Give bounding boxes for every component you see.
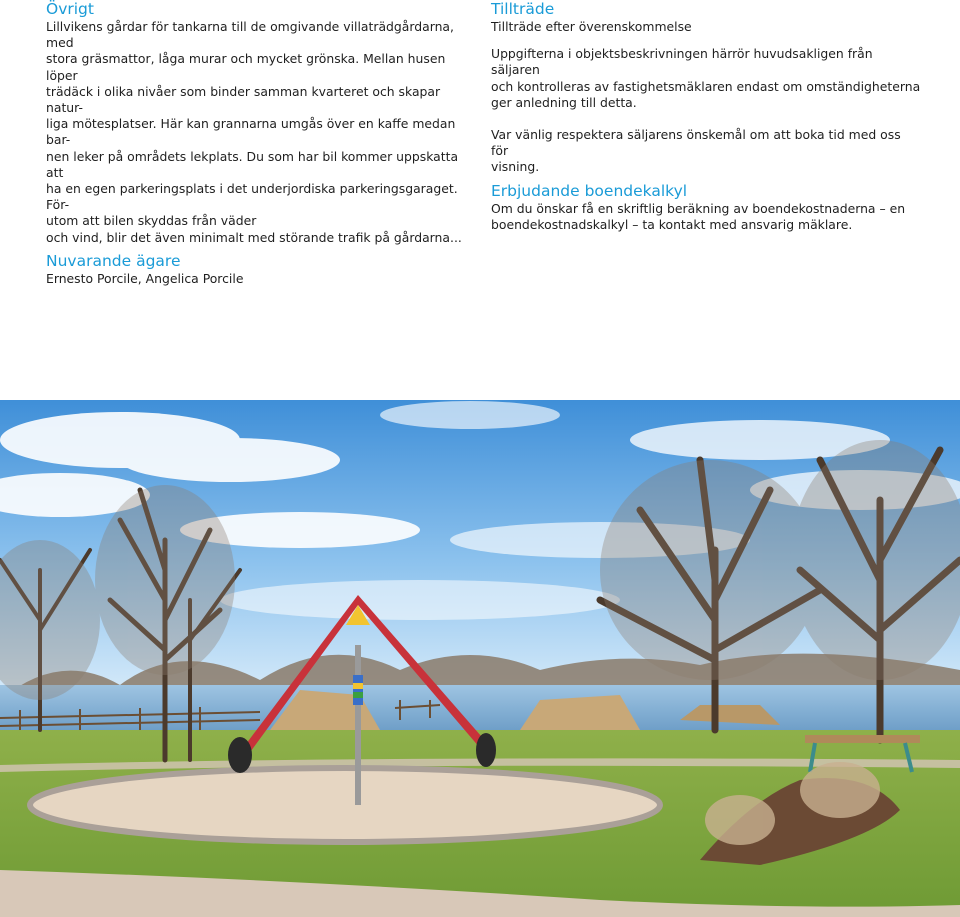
ovrigt-line: och vind, blir det även minimalt med störande trafik på gårdarna... [46,229,462,245]
ovrigt-line: utom att bilen skyddas från väder [46,213,257,229]
tilltrade-line: och kontrolleras av fastighetsmäklaren endast om omständigheterna [491,78,921,94]
tilltrade-line: Uppgifterna i objektsbeskrivningen härrör huvudsakligen från säljaren [491,46,873,78]
ovrigt-line: nen leker på områdets lekplats. Du som har bil kommer uppskatta att [46,148,459,180]
tilltrade-paragraph-2 [491,127,921,176]
ovrigt-line: Lillvikens gårdar för tankarna till de omgivande villaträdgårdarna, med [46,19,454,51]
tilltrade-line: visning. [491,159,540,175]
ovrigt-line: stora gräsmattor, låga murar och mycket grönska. Mellan husen löper [46,51,446,83]
section-heading-ovrigt: Övrigt [46,0,94,18]
tilltrade-line: ger anledning till detta. [491,94,637,110]
section-heading-tilltrade: Tillträde [491,0,555,18]
sand-pit [30,768,660,842]
section-heading-boendekalkyl: Erbjudande boendekalkyl [491,181,688,200]
owners-text: Ernesto Porcile, Angelica Porcile [46,270,244,286]
tilltrade-paragraph-1 [491,46,921,111]
tilltrade-subtitle: Tillträde efter överenskommelse [491,19,692,34]
ovrigt-line: liga mötesplatser. Här kan grannarna umgås över en kaffe medan bar- [46,116,456,148]
tilltrade-line: Var vänlig respektera säljarens önskemål om att boka tid med oss för [491,127,901,159]
kalkyl-line: Om du önskar få en skriftlig beräkning av boendekostnaderna – en [491,200,906,216]
left-column [46,0,466,287]
ovrigt-line: trädäck i olika nivåer som binder samman kvarteret och skapar natur- [46,83,441,116]
kalkyl-line: boendekostnadskalkyl – ta kontakt med ansvarig mäklare. [491,216,853,232]
ovrigt-body [46,19,466,246]
ovrigt-line: ha en egen parkeringsplats i det underjordiska parkeringsgaraget. För- [46,181,458,213]
section-heading-nuvarande-agare: Nuvarande ägare [46,251,181,270]
playground-photo [0,400,960,917]
right-column [491,0,921,233]
